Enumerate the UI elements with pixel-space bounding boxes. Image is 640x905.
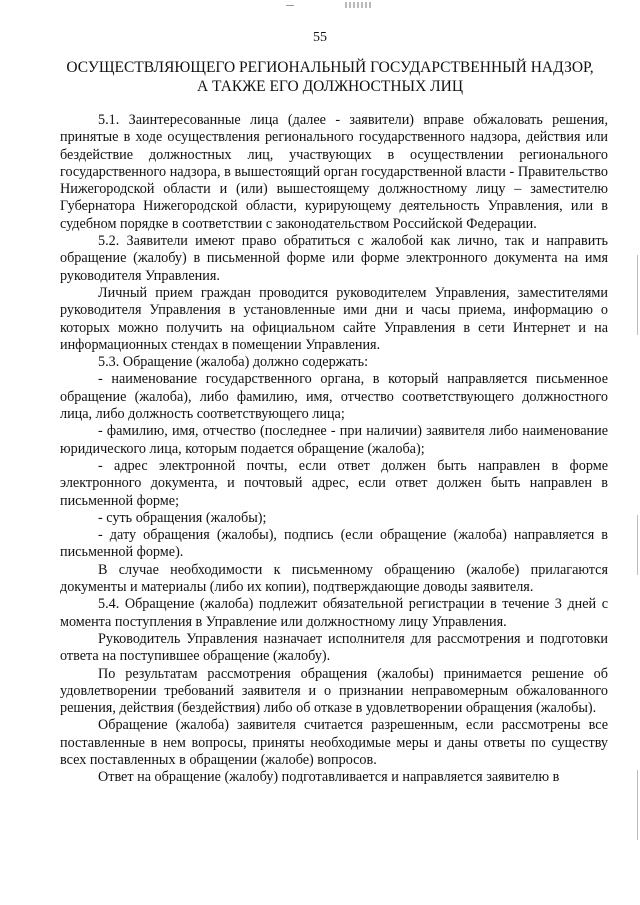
list-item-address: - адрес электронной почты, если ответ должен быть направлен в форме электронного документа, и почтовый адрес, если ответ должен быть направлен в письменной форме; bbox=[60, 457, 608, 509]
page-number: 55 bbox=[313, 30, 327, 45]
scan-edge-line bbox=[637, 770, 638, 840]
paragraph-5-1: 5.1. Заинтересованные лица (далее - заявители) вправе обжаловать решения, принятые в ходе осуществления регионального государственного надзора, действия или бездействие должностных лиц, участвующих в осуществлении регионального государственного надзора, в вышестоящий орган государственной власти - Правительство Нижегородской области и (или) вышестоящему должностному лицу – заместителю Губернатора Нижегородской области, курирующему деятельность Управления, или в судебном порядке в соответствии с законодательством Российской Федерации. bbox=[60, 112, 608, 232]
paragraph-5-4: 5.4. Обращение (жалоба) подлежит обязательной регистрации в течение 3 дней с момента поступления в Управление или должностному лицу Управления. bbox=[60, 596, 608, 630]
list-item-authority-name: - наименование государственного органа, в который направляется письменное обращение (жалоба), либо фамилию, имя, отчество соответствующего должностного лица, либо должность соответствующего лица; bbox=[60, 371, 608, 423]
paragraph-5-3: 5.3. Обращение (жалоба) должно содержать: bbox=[98, 354, 369, 371]
list-item-essence: - суть обращения (жалобы); bbox=[98, 509, 267, 526]
scan-artifact-mark bbox=[345, 2, 373, 8]
list-item-applicant-name: - фамилию, имя, отчество (последнее - при наличии) заявителя либо наименование юридического лица, которым подается обращение (жалоба); bbox=[60, 423, 608, 457]
paragraph-personal-reception: Личный прием граждан проводится руководителем Управления, заместителями руководителя Управления в установленные ими дни и часы приема, информацию о которых можно получить на официальном сайте Управления в сети Интернет и на информационных стендах в помещении Управления. bbox=[60, 284, 608, 353]
paragraph-resolved: Обращение (жалоба) заявителя считается разрешенным, если рассмотрены все поставленные в нем вопросы, приняты необходимые меры и даны ответы по существу всех поставленных в обращении (жалобе) вопросов. bbox=[60, 717, 608, 768]
paragraph-attachments: В случае необходимости к письменному обращению (жалобе) прилагаются документы и материалы (либо их копии), подтверждающие доводы заявителя. bbox=[60, 561, 608, 596]
section-title bbox=[60, 58, 600, 96]
paragraph-decision: По результатам рассмотрения обращения (жалобы) принимается решение об удовлетворении требований заявителя и о признании неправомерным обжалованного решения, действия (бездействия) либо об отказе в удовлетворении обращения (жалобы). bbox=[60, 665, 608, 717]
paragraph-5-2: 5.2. Заявители имеют право обратиться с жалобой как лично, так и направить обращение (жалобу) в письменной форме или форме электронного документа на имя руководителя Управления. bbox=[60, 233, 608, 284]
paragraph-executor: Руководитель Управления назначает исполнителя для рассмотрения и подготовки ответа на поступившее обращение (жалобу). bbox=[60, 630, 608, 665]
list-item-date-signature: - дату обращения (жалобы), подпись (если обращение (жалоба) направляется в письменной форме). bbox=[60, 527, 608, 561]
scan-artifact-dash bbox=[286, 5, 294, 6]
section-title-line-2: А ТАКЖЕ ЕГО ДОЛЖНОСТНЫХ ЛИЦ bbox=[196, 78, 464, 95]
paragraph-response: Ответ на обращение (жалобу) подготавливается и направляется заявителю в bbox=[98, 769, 560, 786]
scan-edge-line bbox=[637, 255, 638, 335]
scan-edge-line bbox=[637, 515, 638, 575]
document-body bbox=[60, 112, 608, 787]
section-title-line-1: ОСУЩЕСТВЛЯЮЩЕГО РЕГИОНАЛЬНЫЙ ГОСУДАРСТВЕННЫЙ НАДЗОР, bbox=[66, 59, 594, 76]
